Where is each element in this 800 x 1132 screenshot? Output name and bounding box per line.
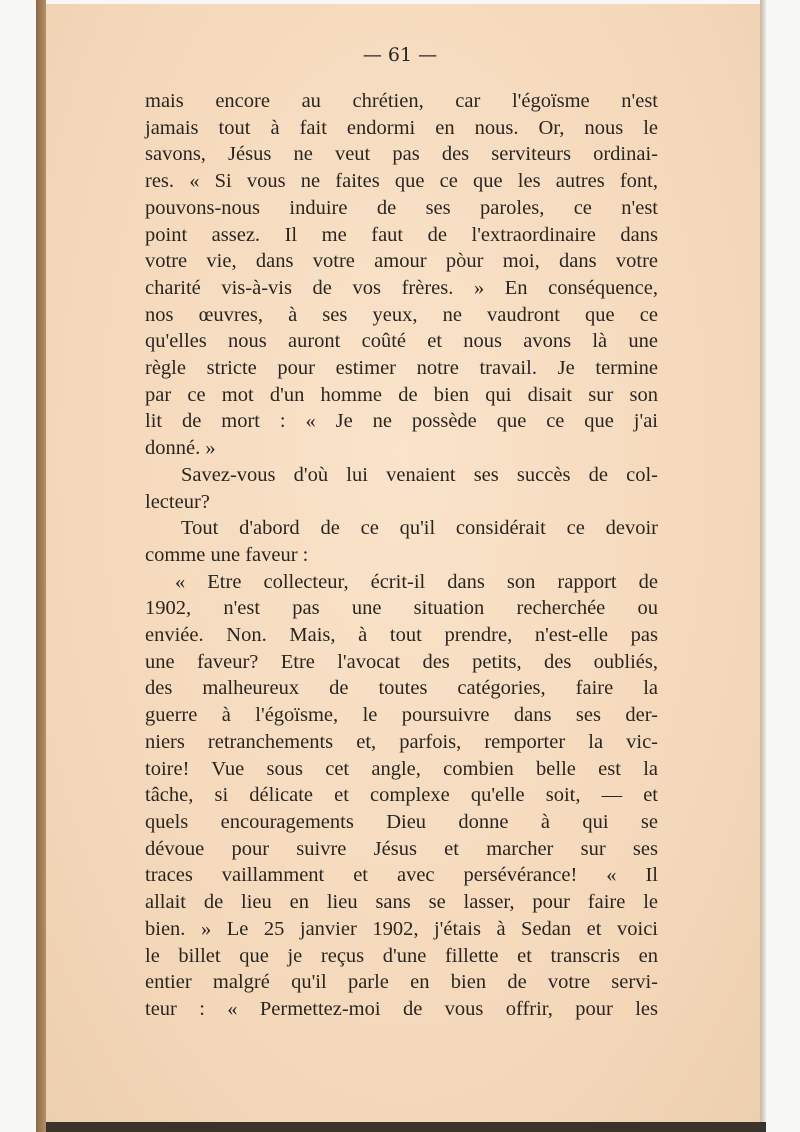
text-line: jamais tout à fait endormi en nous. Or, nous le	[145, 116, 658, 139]
text-line: dévoue pour suivre Jésus et marcher sur ses	[145, 837, 658, 860]
text-line: point assez. Il me faut de l'extraordinaire dans	[145, 223, 658, 246]
text-line: Tout d'abord de ce qu'il considérait ce devoir	[181, 517, 658, 540]
text-line: lecteur?	[145, 490, 210, 513]
text-line: le billet que je reçus d'une fillette et transcris en	[145, 944, 658, 967]
text-line: toire! Vue sous cet angle, combien belle est la	[145, 757, 658, 780]
text-line: nos œuvres, à ses yeux, ne vaudront que ce	[145, 303, 658, 326]
text-line: qu'elles nous auront coûté et nous avons là une	[145, 330, 658, 353]
text-line: comme une faveur :	[145, 543, 309, 566]
text-line: Savez-vous d'où lui venaient ses succès de col-	[181, 463, 658, 486]
text-line: enviée. Non. Mais, à tout prendre, n'est-elle pas	[145, 624, 658, 647]
text-line: res. « Si vous ne faites que ce que les autres font,	[145, 170, 658, 193]
text-line: charité vis-à-vis de vos frères. » En conséquence,	[145, 276, 658, 299]
text-line: tâche, si délicate et complexe qu'elle soit, — et	[145, 784, 658, 807]
text-line: teur : « Permettez-moi de vous offrir, pour les	[145, 997, 658, 1020]
text-line: une faveur? Etre l'avocat des petits, des oubliés,	[145, 650, 658, 673]
text-line: votre vie, dans votre amour pòur moi, dans votre	[145, 250, 658, 273]
page-number: — 61 —	[362, 44, 438, 66]
text-line: 1902, n'est pas une situation recherchée ou	[145, 597, 658, 620]
text-line: règle stricte pour estimer notre travail. Je termine	[145, 357, 658, 380]
text-line: mais encore au chrétien, car l'égoïsme n'est	[145, 90, 658, 112]
text-line: par ce mot d'un homme de bien qui disait sur son	[145, 383, 658, 406]
text-line: guerre à l'égoïsme, le poursuivre dans ses der-	[145, 704, 658, 727]
text-line: « Etre collecteur, écrit-il dans son rapport de	[175, 570, 658, 593]
text-line: traces vaillamment et avec persévérance! « Il	[145, 864, 658, 887]
text-line: lit de mort : « Je ne possède que ce que j'ai	[145, 410, 658, 433]
text-line: des malheureux de toutes catégories, faire la	[145, 677, 658, 700]
text-line: quels encouragements Dieu donne à qui se	[145, 810, 658, 833]
body-text	[145, 88, 658, 1023]
text-line: niers retranchements et, parfois, remporter la vic-	[145, 730, 658, 753]
page-right-edge	[760, 0, 766, 1132]
text-line: savons, Jésus ne veut pas des serviteurs ordinai-	[145, 143, 658, 166]
book-binding-edge	[36, 0, 46, 1132]
text-line: entier malgré qu'il parle en bien de votre servi-	[145, 971, 658, 994]
text-line: donné. »	[145, 437, 216, 460]
text-line: allait de lieu en lieu sans se lasser, pour faire le	[145, 891, 658, 914]
text-line: bien. » Le 25 janvier 1902, j'étais à Sedan et voici	[145, 917, 658, 940]
page-bottom-shadow	[46, 1122, 766, 1132]
text-line: pouvons-nous induire de ses paroles, ce n'est	[145, 196, 658, 219]
